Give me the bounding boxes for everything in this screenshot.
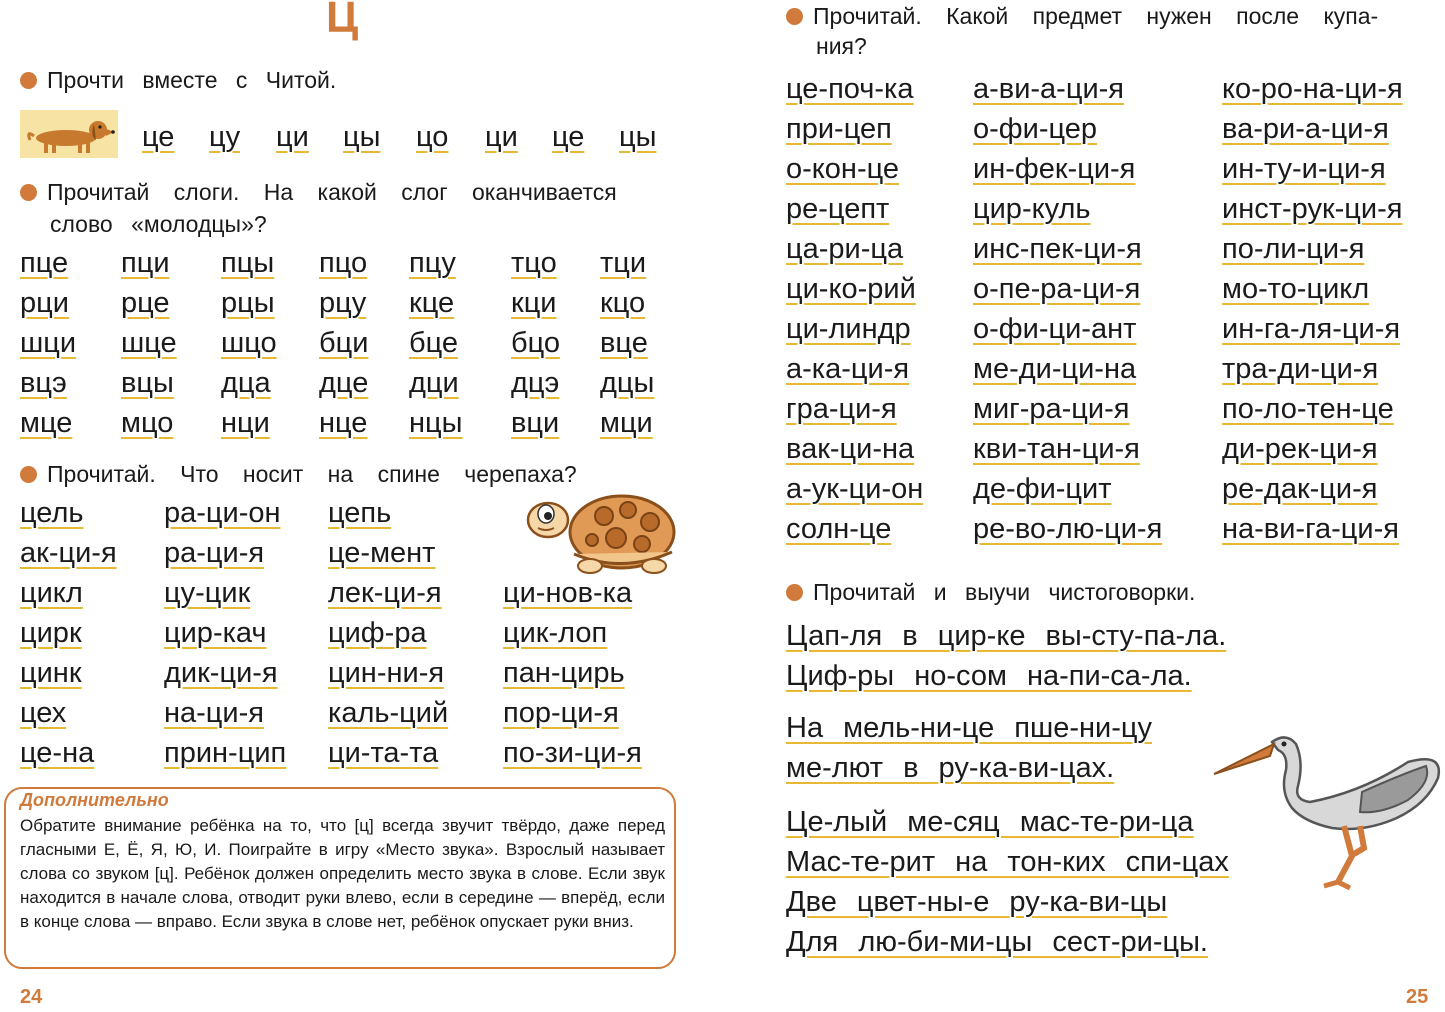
word-col2: ре-во-лю-ци-я: [973, 513, 1163, 545]
word-col2: инс-пек-ци-я: [973, 233, 1142, 265]
heron-icon: [1212, 722, 1444, 890]
word-words-col2: ра-ци-он: [164, 497, 281, 529]
grid-syllable: рце: [121, 287, 170, 319]
word-words-col1: цель: [20, 497, 84, 529]
word-col3: инст-рук-ци-я: [1222, 193, 1403, 225]
task-after-bath: [786, 0, 1378, 32]
word-col3: по-ло-тен-це: [1222, 393, 1394, 425]
word-words-col1: цикл: [20, 577, 83, 609]
grid-syllable: мци: [600, 407, 653, 439]
task-text: Прочитай слоги. На какой слог оканчивается: [47, 179, 617, 205]
syllable: це: [142, 121, 175, 153]
task-text: Прочитай. Что носит на спине черепаха?: [47, 461, 577, 487]
word-words-col3: це-мент: [328, 537, 436, 569]
task-text: ния?: [816, 33, 867, 59]
page-letter-heading: Ц: [326, 0, 359, 42]
task-text: слово «молодцы»?: [50, 211, 267, 237]
word-col2: а-ви-а-ци-я: [973, 73, 1125, 105]
page-number-right: 25: [1406, 986, 1429, 1008]
grid-syllable: вцэ: [20, 367, 67, 399]
grid-syllable: мце: [20, 407, 73, 439]
heron-illustration: [1212, 722, 1444, 895]
word-col3: ди-рек-ци-я: [1222, 433, 1378, 465]
grid-syllable: вцы: [121, 367, 174, 399]
rhyme-line: Цап-ля в цир-ке вы-сту-па-ла.: [786, 620, 1227, 652]
grid-syllable: пцу: [409, 247, 456, 279]
word-col1: ре-цепт: [786, 193, 890, 225]
word-words-col3: лек-ци-я: [328, 577, 442, 609]
syllable: цу: [209, 121, 241, 153]
rhyme-line: ме-лют в ру-ка-ви-цах.: [786, 752, 1115, 784]
word-col1: а-ка-ци-я: [786, 353, 910, 385]
turtle-icon: [524, 486, 680, 576]
word-words-col3: каль-ций: [328, 697, 449, 729]
word-col1: ца-ри-ца: [786, 233, 904, 265]
grid-syllable: тцо: [511, 247, 557, 279]
word-col2: кви-тан-ци-я: [973, 433, 1140, 465]
word-words-col1: ак-ци-я: [20, 537, 117, 569]
word-col1: а-ук-ци-он: [786, 473, 924, 505]
grid-syllable: вце: [600, 327, 648, 359]
grid-syllable: дце: [319, 367, 369, 399]
rhyme-line: Для лю-би-ми-цы сест-ри-цы.: [786, 926, 1208, 958]
word-col1: гра-ци-я: [786, 393, 897, 425]
task-text: Прочитай и выучи чистоговорки.: [813, 579, 1196, 605]
grid-syllable: мцо: [121, 407, 174, 439]
grid-syllable: дца: [221, 367, 271, 399]
rhyme-line: Це-лый ме-сяц мас-те-ри-ца: [786, 806, 1194, 838]
grid-syllable: шци: [20, 327, 77, 359]
grid-syllable: бце: [409, 327, 459, 359]
word-col3: ре-дак-ци-я: [1222, 473, 1378, 505]
word-words-col2: прин-цип: [164, 737, 287, 769]
grid-syllable: дцы: [600, 367, 655, 399]
word-words-col4: цик-лоп: [503, 617, 608, 649]
grid-syllable: тци: [600, 247, 647, 279]
word-words-col2: дик-ци-я: [164, 657, 278, 689]
word-words-col3: цепь: [328, 497, 392, 529]
grid-syllable: дци: [409, 367, 459, 399]
task-read-syllables: [20, 176, 617, 208]
rhyme-line: Циф-ры но-сом на-пи-са-ла.: [786, 660, 1192, 692]
task-text: Прочитай. Какой предмет нужен после купа-: [813, 3, 1379, 29]
word-col2: ме-ди-ци-на: [973, 353, 1137, 385]
word-col2: о-пе-ра-ци-я: [973, 273, 1141, 305]
word-words-col3: циф-ра: [328, 617, 427, 649]
task-tongue-twisters: [786, 576, 1195, 608]
word-col3: ин-га-ля-ци-я: [1222, 313, 1401, 345]
rhyme-line: На мель-ни-це пше-ни-цу: [786, 712, 1152, 744]
dachshund-icon: [20, 110, 118, 158]
word-col2: де-фи-цит: [973, 473, 1112, 505]
word-words-col2: цир-кач: [164, 617, 267, 649]
grid-syllable: пцо: [319, 247, 368, 279]
grid-syllable: нцы: [409, 407, 463, 439]
grid-syllable: кци: [511, 287, 557, 319]
word-col3: мо-то-цикл: [1222, 273, 1370, 305]
grid-syllable: пцы: [221, 247, 275, 279]
word-words-col4: пан-цирь: [503, 657, 625, 689]
word-words-col1: цинк: [20, 657, 82, 689]
grid-syllable: кцо: [600, 287, 646, 319]
word-col2: ин-фек-ци-я: [973, 153, 1136, 185]
word-col1: вак-ци-на: [786, 433, 915, 465]
word-col2: о-фи-цер: [973, 113, 1098, 145]
page-number-left: 24: [20, 986, 43, 1008]
word-col1: солн-це: [786, 513, 892, 545]
syllable: ци: [276, 121, 309, 153]
word-col1: при-цеп: [786, 113, 892, 145]
bullet-dot-icon: [20, 466, 37, 483]
syllable: це: [552, 121, 585, 153]
word-col1: ци-линдр: [786, 313, 911, 345]
rhyme-line: Мас-те-рит на тон-ких спи-цах: [786, 846, 1229, 878]
task-turtle: [20, 458, 577, 490]
word-col3: по-ли-ци-я: [1222, 233, 1365, 265]
syllable: цо: [416, 121, 449, 153]
dog-illustration: [20, 110, 118, 158]
word-words-col4: по-зи-ци-я: [503, 737, 642, 769]
task-after-bath-line2: [816, 30, 867, 62]
word-col1: це-поч-ка: [786, 73, 914, 105]
bullet-dot-icon: [786, 8, 803, 25]
word-col2: миг-ра-ци-я: [973, 393, 1130, 425]
grid-syllable: бци: [319, 327, 369, 359]
syllable: цы: [343, 121, 381, 153]
task-read-with-chita: [20, 64, 336, 96]
bullet-dot-icon: [20, 184, 37, 201]
grid-syllable: рцы: [221, 287, 275, 319]
grid-syllable: шце: [121, 327, 177, 359]
bullet-dot-icon: [20, 72, 37, 89]
rhyme-line: Две цвет-ны-е ру-ка-ви-цы: [786, 886, 1168, 918]
grid-syllable: нци: [221, 407, 270, 439]
extra-info-title: Дополнительно: [20, 790, 169, 810]
word-col2: о-фи-ци-ант: [973, 313, 1137, 345]
bullet-dot-icon: [786, 584, 803, 601]
syllable: ци: [485, 121, 518, 153]
word-words-col1: це-на: [20, 737, 95, 769]
word-col3: ко-ро-на-ци-я: [1222, 73, 1403, 105]
grid-syllable: бцо: [511, 327, 561, 359]
word-col2: цир-куль: [973, 193, 1091, 225]
word-col3: на-ви-га-ци-я: [1222, 513, 1399, 545]
word-words-col1: цирк: [20, 617, 82, 649]
word-col3: ва-ри-а-ци-я: [1222, 113, 1389, 145]
grid-syllable: пце: [20, 247, 69, 279]
extra-info-text: Обратите внимание ребёнка на то, что [ц] всегда звучит твёрдо, даже перед гласными Е, Ё, Я, Ю, И. Поиграйте в игру «Место звука». Взрослый называет слова со звуком [ц]. Ребёнок должен определить место звука в слове. Если звук находится в начале слова, отводит руки влево, если в середине — вперёд, если в конце слова — вправо. Если звука в слове нет, ребёнок опускает руки вниз.: [20, 816, 665, 931]
turtle-illustration: [524, 486, 680, 581]
word-words-col4: ци-нов-ка: [503, 577, 633, 609]
word-words-col4: пор-ци-я: [503, 697, 619, 729]
task-text: Прочти вместе с Читой.: [47, 67, 337, 93]
word-words-col3: цин-ни-я: [328, 657, 445, 689]
word-words-col2: на-ци-я: [164, 697, 264, 729]
grid-syllable: вци: [511, 407, 560, 439]
word-col3: ин-ту-и-ци-я: [1222, 153, 1386, 185]
grid-syllable: рци: [20, 287, 69, 319]
syllable: цы: [619, 121, 657, 153]
word-words-col1: цех: [20, 697, 67, 729]
grid-syllable: пци: [121, 247, 170, 279]
word-words-col2: цу-цик: [164, 577, 251, 609]
grid-syllable: рцу: [319, 287, 367, 319]
grid-syllable: нце: [319, 407, 368, 439]
word-col1: ци-ко-рий: [786, 273, 916, 305]
word-words-col2: ра-ци-я: [164, 537, 265, 569]
grid-syllable: кце: [409, 287, 455, 319]
grid-syllable: шцо: [221, 327, 277, 359]
word-col1: о-кон-це: [786, 153, 900, 185]
grid-syllable: дцэ: [511, 367, 560, 399]
word-col3: тра-ди-ци-я: [1222, 353, 1379, 385]
word-words-col3: ци-та-та: [328, 737, 439, 769]
task-read-syllables-line2: [50, 208, 267, 240]
